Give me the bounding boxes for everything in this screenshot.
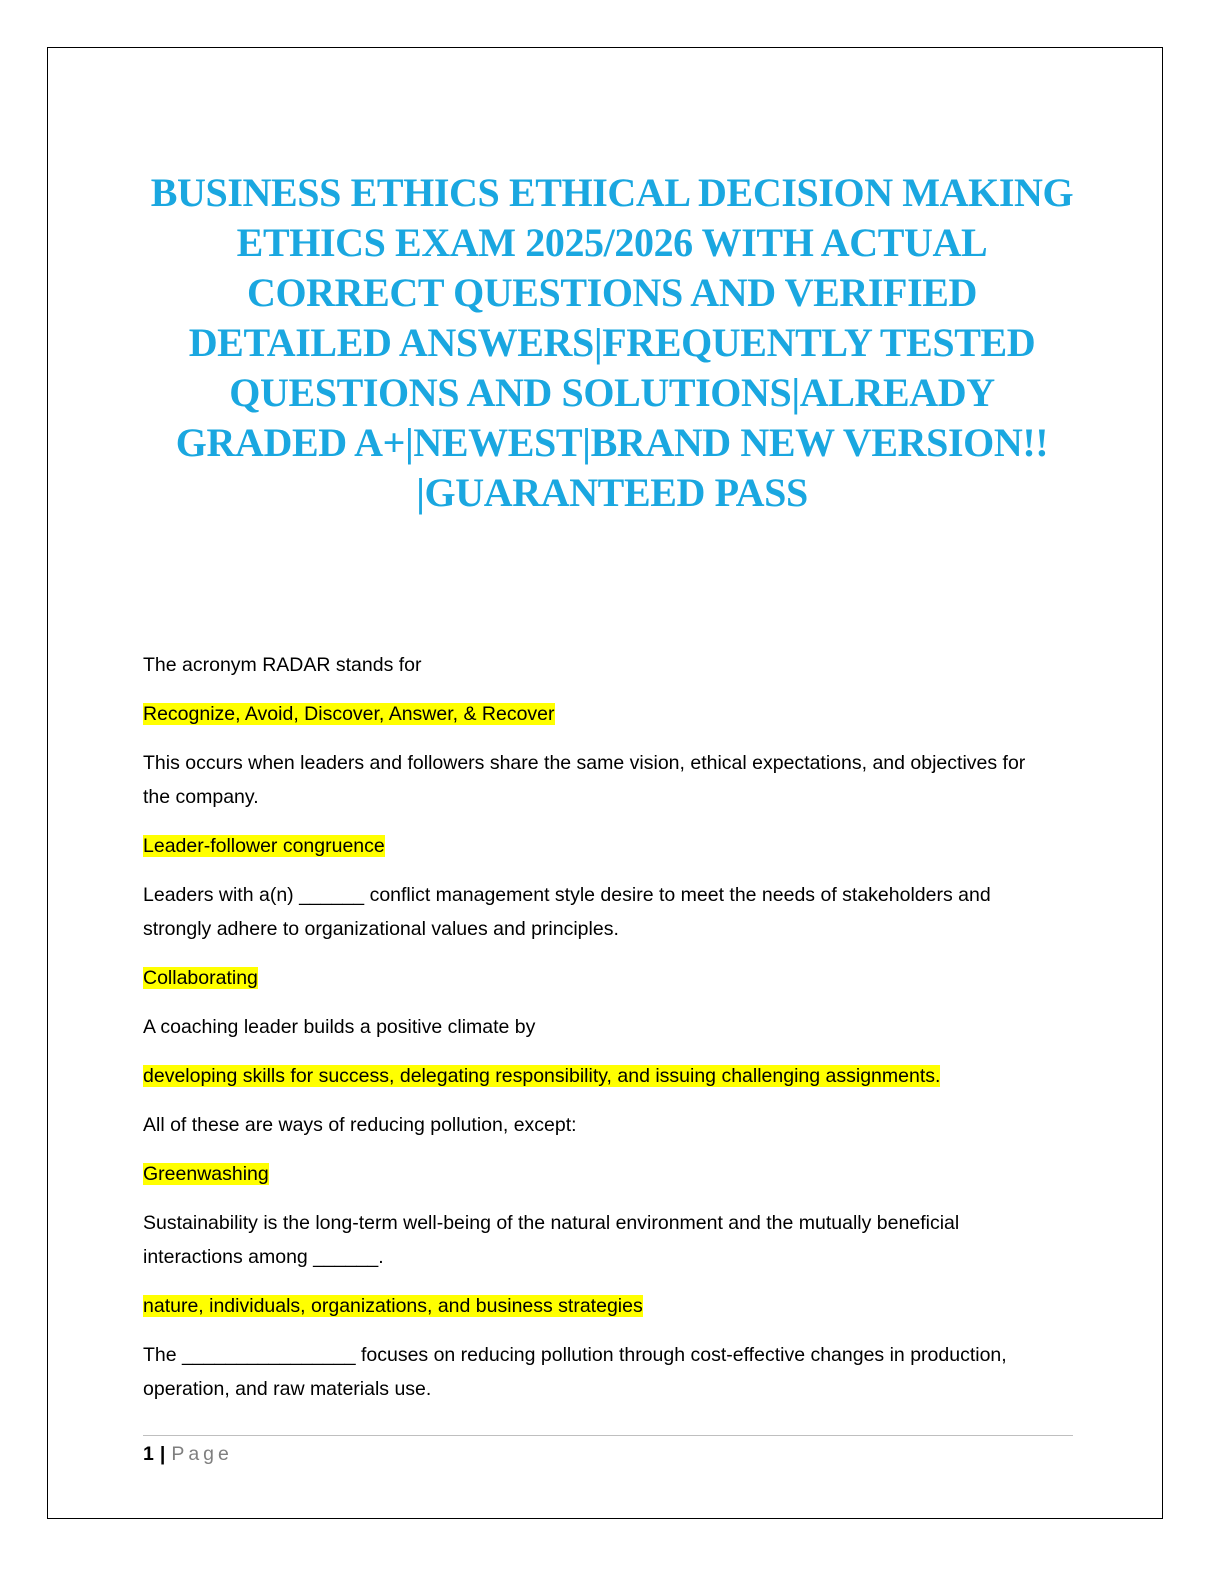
answer-6-text: nature, individuals, organizations, and business strategies [143,1295,643,1317]
page-label: Page [171,1443,233,1465]
question-6: Sustainability is the long-term well-being of the natural environment and the mutually beneficial interactions among ______. [143,1212,960,1268]
answer-6 [143,1289,1043,1323]
footer-separator: | [159,1443,166,1465]
answer-1-text: Recognize, Avoid, Discover, Answer, & Recover [143,703,555,725]
page-number: 1 [143,1443,154,1465]
question-4: A coaching leader builds a positive climate by [143,1016,536,1038]
answer-2 [143,829,1043,863]
question-7: The ________________ focuses on reducing pollution through cost-effective changes in production, operation, and raw materials use. [143,1344,1007,1400]
question-1: The acronym RADAR stands for [143,654,422,676]
answer-2-text: Leader-follower congruence [143,835,385,857]
answer-4-text: developing skills for success, delegating responsibility, and issuing challenging assignments. [143,1065,941,1087]
page-footer [143,1440,233,1468]
document-title: BUSINESS ETHICS ETHICAL DECISION MAKING ETHICS EXAM 2025/2026 WITH ACTUAL CORRECT QUESTIONS AND VERIFIED DETAILED ANSWERS|FREQUENTLY TESTED QUESTIONS AND SOLUTIONS|ALREADY GRADED A+|NEWEST|BRAND NEW VERSION!! |GUARANTEED PASS [150,170,1074,515]
answer-5 [143,1157,1043,1191]
answer-5-text: Greenwashing [143,1163,269,1185]
answer-1 [143,697,1043,731]
answer-3-text: Collaborating [143,967,258,989]
question-5: All of these are ways of reducing pollution, except: [143,1114,577,1136]
answer-4 [143,1059,1043,1093]
answer-3 [143,961,1043,995]
qa-content [143,648,1043,1421]
question-3: Leaders with a(n) ______ conflict management style desire to meet the needs of stakeholders and strongly adhere to organizational values and principles. [143,884,991,940]
footer-divider [143,1435,1073,1436]
question-2: This occurs when leaders and followers share the same vision, ethical expectations, and objectives for the company. [143,752,1026,808]
